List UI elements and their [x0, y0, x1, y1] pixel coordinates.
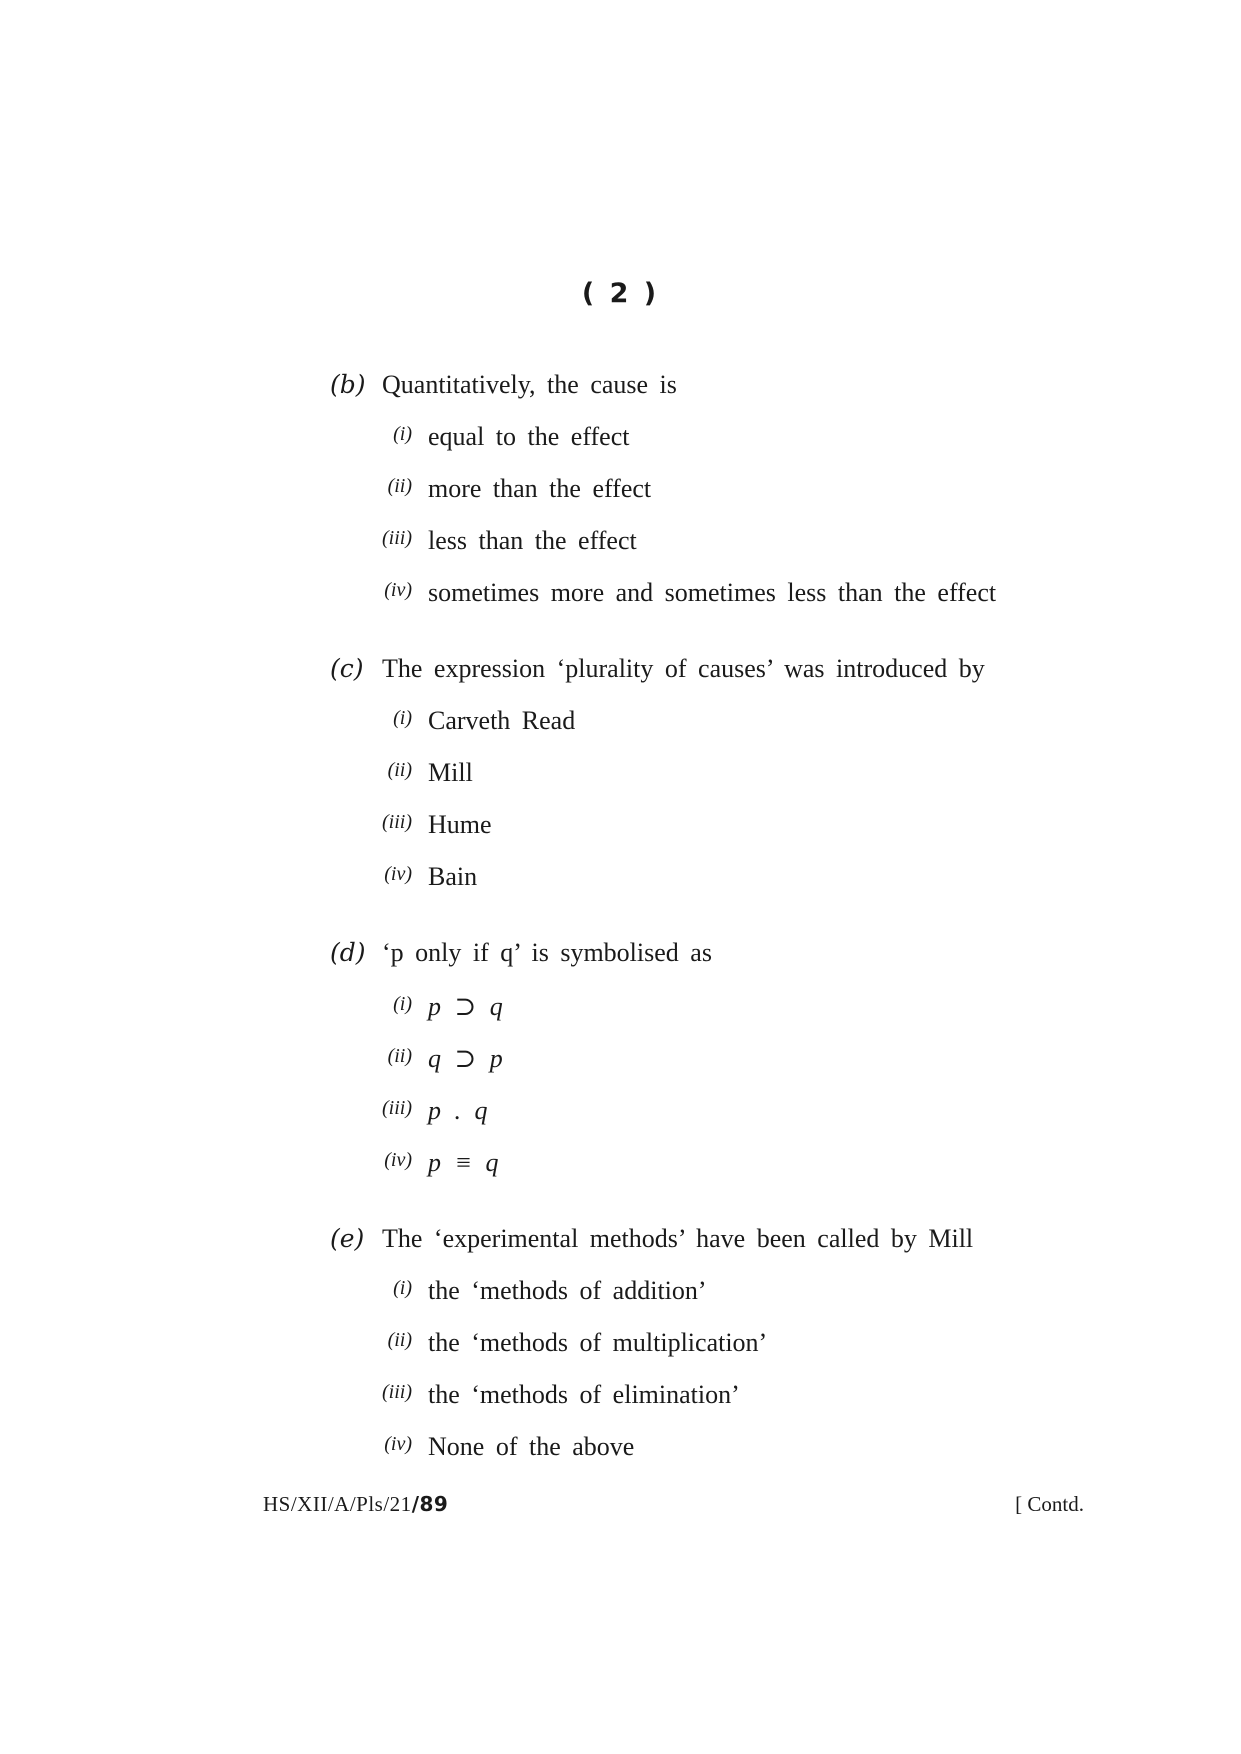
option-formula: p ⊃ q [428, 992, 504, 1021]
option-d-ii [0, 1046, 1241, 1106]
option-text: more than the effect [428, 474, 652, 503]
question-text: The ‘experimental methods’ have been called by Mill [382, 1224, 974, 1253]
option-d-iv [0, 1150, 1241, 1210]
option-text: Mill [428, 758, 473, 787]
question-label: (b) [330, 370, 366, 399]
option-formula: p ≡ q [428, 1148, 500, 1177]
option-text: Bain [428, 862, 478, 891]
option-text: None of the above [428, 1432, 635, 1461]
option-text: Hume [428, 810, 492, 839]
option-label: (iv) [384, 863, 412, 885]
option-text: the ‘methods of elimination’ [428, 1380, 740, 1409]
option-label: (ii) [387, 1329, 412, 1351]
option-label: (i) [393, 993, 412, 1015]
option-c-iii [0, 812, 1241, 872]
option-label: (iv) [384, 1149, 412, 1171]
option-label: (ii) [387, 759, 412, 781]
option-label: (iii) [382, 527, 412, 549]
question-text: Quantitatively, the cause is [382, 370, 677, 399]
question-d [0, 940, 1241, 1000]
option-text: the ‘methods of multiplication’ [428, 1328, 768, 1357]
option-label: (iv) [384, 1433, 412, 1455]
option-c-ii [0, 760, 1241, 820]
question-label: (c) [330, 654, 364, 683]
option-label: (i) [393, 423, 412, 445]
question-c [0, 656, 1241, 716]
option-text: equal to the effect [428, 422, 630, 451]
option-label: (ii) [387, 475, 412, 497]
option-d-i [0, 994, 1241, 1054]
option-label: (i) [393, 707, 412, 729]
option-b-iv [0, 580, 1241, 640]
option-d-iii [0, 1098, 1241, 1158]
option-label: (iii) [382, 1381, 412, 1403]
option-c-i [0, 708, 1241, 768]
option-label: (ii) [387, 1045, 412, 1067]
option-label: (i) [393, 1277, 412, 1299]
option-label: (iv) [384, 579, 412, 601]
option-text: Carveth Read [428, 706, 576, 735]
option-e-iv [0, 1434, 1241, 1494]
paper-code-suffix: /89 [411, 1492, 449, 1516]
option-formula: q ⊃ p [428, 1044, 504, 1073]
question-text: ‘p only if q’ is symbolised as [382, 938, 712, 967]
paper-code [263, 1492, 448, 1517]
option-c-iv [0, 864, 1241, 924]
page-number: ( 2 ) [581, 278, 660, 309]
paper-code-prefix: HS/XII/A/Pls/21 [263, 1492, 412, 1516]
option-label: (iii) [382, 811, 412, 833]
question-label: (d) [330, 938, 366, 967]
option-formula: p . q [428, 1096, 489, 1125]
question-label: (e) [330, 1224, 365, 1253]
option-label: (iii) [382, 1097, 412, 1119]
continued-marker: [ Contd. [1015, 1492, 1084, 1516]
option-text: less than the effect [428, 526, 637, 555]
question-text: The expression ‘plurality of causes’ was introduced by [382, 654, 985, 683]
option-text: sometimes more and sometimes less than the effect [428, 578, 997, 607]
option-text: the ‘methods of addition’ [428, 1276, 707, 1305]
